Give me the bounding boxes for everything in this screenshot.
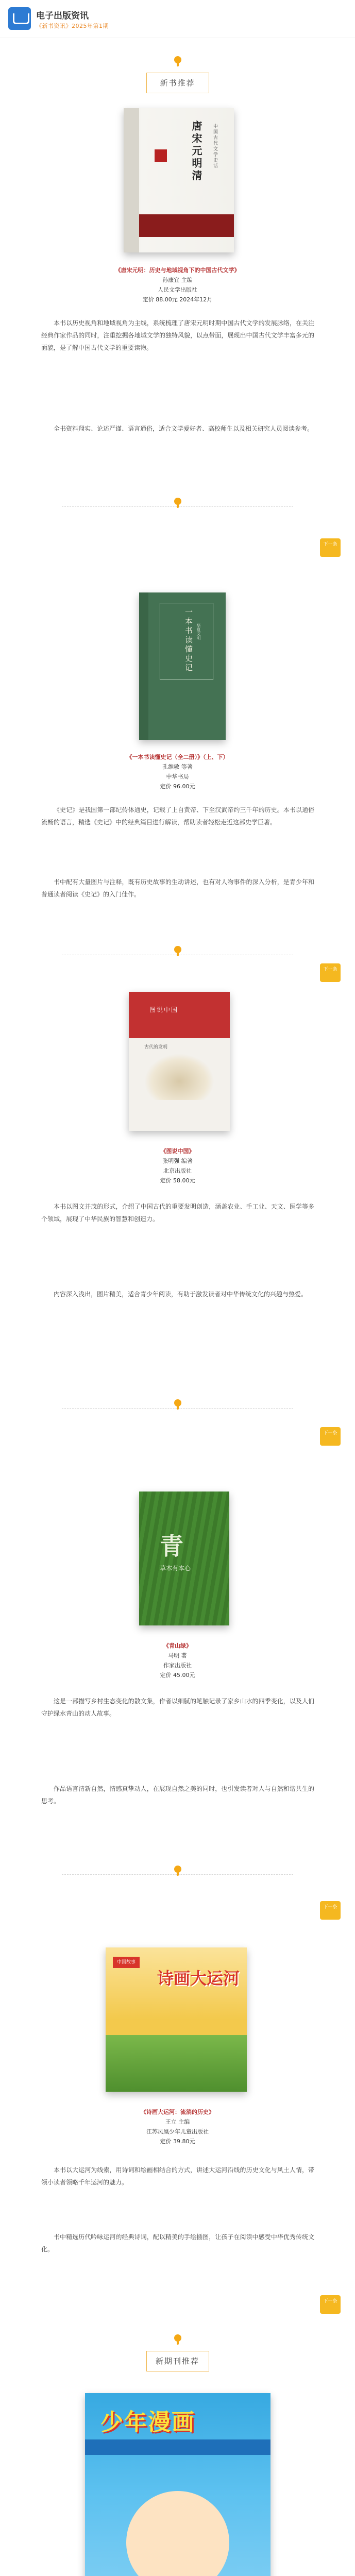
cover-illustration (126, 2491, 229, 2576)
book-caption: 《唐宋元明：历史与地域视角下的中国古代文学》 孙康宜 主编 人民文学出版社 定价 88.00元 2024年12月 (115, 267, 240, 303)
section-title-new-books (0, 56, 355, 93)
book-description: 这是一部描写乡村生态变化的散文集，作者以细腻的笔触记录了家乡山水的四季变化，以及人们守护绿水青山的动人故事。 (41, 1698, 314, 1717)
section-label: 新期刊推荐 (146, 2351, 209, 2371)
book-cover[interactable]: 唐宋元明清 中国古代文学史话 (124, 108, 234, 252)
cover-illustration (144, 1054, 214, 1100)
pin-icon (174, 1399, 181, 1406)
book-caption: 《诗画大运河：流淌的历史》 王立 主编 江苏凤凰少年儿童出版社 定价 39.80元 (141, 2109, 214, 2145)
book-description: 本书以历史视角和地域视角为主线，系统梳理了唐宋元明时期中国古代文学的发展脉络，在关注经典作家作品的同时，注重挖掘各地域文学的独特风貌，以点带面，展现出中国古代文学丰富多元的面貌，是了解中国古代文学的重要读物。 (41, 319, 314, 351)
book-description: 本书以大运河为线索，用诗词和绘画相结合的方式，讲述大运河沿线的历史文化与风土人情，带领小读者领略千年运河的魅力。 (41, 2166, 314, 2186)
book-cover[interactable]: 一本书读懂史记 华夏文明 (139, 592, 226, 740)
pin-icon (174, 2334, 181, 2342)
publisher-logo (8, 7, 31, 30)
book-caption: 《图说中国》 张明强 编著 北京出版社 定价 58.00元 (160, 1148, 195, 1184)
book-caption: 《青山绿》 马明 著 作家出版社 定价 45.00元 (160, 1642, 195, 1679)
next-button[interactable]: 下一条 (320, 2295, 341, 2314)
next-button[interactable]: 下一条 (320, 1901, 341, 1920)
section-label: 新书推荐 (146, 73, 209, 93)
pin-icon (174, 498, 181, 505)
pin-icon (174, 1866, 181, 1873)
section-title-magazines (0, 2334, 355, 2371)
next-button[interactable]: 下一条 (320, 963, 341, 982)
book-description: 本书以图文并茂的形式，介绍了中国古代的重要发明创造，涵盖农业、手工业、天文、医学等多个领域，展现了中华民族的智慧和创造力。 (41, 1203, 314, 1223)
pin-icon (174, 946, 181, 953)
divider (0, 1865, 355, 1875)
divider (0, 1399, 355, 1409)
page-title: 电子出版资讯 (36, 11, 89, 21)
pin-icon (174, 56, 181, 63)
book-description: 《史记》是我国第一部纪传体通史，记载了上自黄帝、下至汉武帝约三千年的历史。本书以通俗流畅的语言，精选《史记》中的经典篇目进行解读，帮助读者轻松走近这部史学巨著。 (41, 806, 314, 826)
book-description: 书中精选历代吟咏运河的经典诗词，配以精美的手绘插图，让孩子在阅读中感受中华优秀传统文化。 (41, 2233, 314, 2253)
book-description: 书中配有大量图片与注释，既有历史故事的生动讲述，也有对人物事件的深入分析，是青少年和普通读者阅读《史记》的入门佳作。 (41, 878, 314, 898)
page-header (0, 0, 355, 38)
book-description: 内容深入浅出，图片精美，适合青少年阅读，有助于激发读者对中华传统文化的兴趣与热爱。 (54, 1291, 308, 1298)
magazine-cover[interactable]: 少年漫画 (85, 2393, 271, 2576)
page-subtitle: 《新书资讯》2025年第1期 (36, 23, 109, 29)
book-description: 全书资料翔实、论述严谨、语言通俗，适合文学爱好者、高校师生以及相关研究人员阅读参考。 (54, 425, 314, 432)
divider (0, 497, 355, 507)
book-cover[interactable]: 图说中国 古代的发明 (129, 992, 230, 1131)
book-caption: 《一本书读懂史记（全二册）》（上、下） 孔维敏 等著 中华书局 定价 96.00元 (126, 754, 229, 790)
seal-icon (155, 149, 167, 162)
book-description: 作品语言清新自然，情感真挚动人，在展现自然之美的同时，也引发读者对人与自然和谐共生的思考。 (41, 1785, 314, 1805)
book-cover[interactable]: 青 草木有本心 (139, 1492, 229, 1625)
next-button[interactable]: 下一条 (320, 1427, 341, 1446)
book-cover[interactable]: 中国故事 诗画大运河 (106, 1947, 247, 2092)
divider (0, 945, 355, 955)
next-button[interactable]: 下一条 (320, 538, 341, 557)
